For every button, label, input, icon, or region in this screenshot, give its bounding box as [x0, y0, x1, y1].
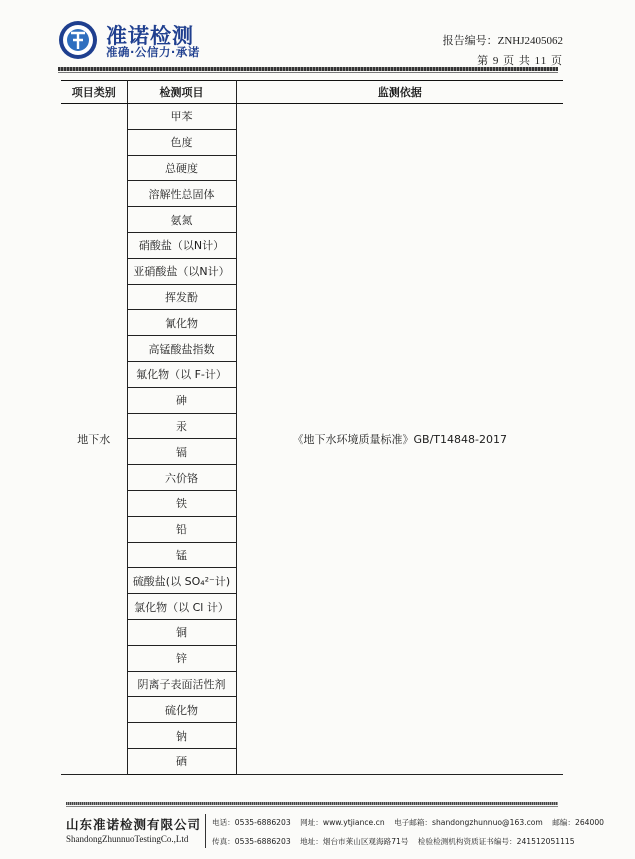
table-row: [61, 104, 563, 130]
report-number: 报告编号：ZNHJ2405062: [442, 35, 563, 47]
header-basis: 监测依据: [236, 81, 563, 104]
test-item-cell: 总硬度: [127, 155, 236, 181]
test-item-cell: 镉: [127, 439, 236, 465]
monitoring-table: [61, 80, 563, 775]
email: 电子邮箱：shandongzhunnuo@163.com: [394, 818, 543, 827]
table-header-row: [61, 81, 563, 104]
phone: 电话：0535-6886203: [212, 818, 291, 827]
test-item-cell: 钠: [127, 723, 236, 749]
test-item-cell: 锌: [127, 645, 236, 671]
header-rule-thin: [58, 72, 558, 73]
page-info: 第 9 页 共 11 页: [477, 55, 563, 67]
test-item-cell: 甲苯: [127, 104, 236, 130]
test-item-cell: 亚硝酸盐（以N计）: [127, 258, 236, 284]
test-item-cell: 硫酸盐(以 SO₄²⁻计): [127, 568, 236, 594]
test-item-cell: 六价铬: [127, 465, 236, 491]
contact-line-1: [212, 817, 611, 828]
company-name-en: ShandongZhunnuoTestingCo.,Ltd: [66, 834, 189, 844]
company-name-cn: 山东准诺检测有限公司: [66, 817, 202, 832]
table-body: [61, 104, 563, 775]
test-item-cell: 氟化物（以 F-计）: [127, 361, 236, 387]
postcode: 邮编：264000: [552, 818, 604, 827]
test-item-cell: 高锰酸盐指数: [127, 336, 236, 362]
footer-divider: [205, 814, 206, 848]
brand-slogan: 准确·公信力·承诺: [106, 45, 200, 59]
test-item-cell: 色度: [127, 129, 236, 155]
test-item-cell: 溶解性总固体: [127, 181, 236, 207]
test-item-cell: 氯化物（以 Cl 计）: [127, 594, 236, 620]
header-rule: [58, 67, 558, 71]
test-item-cell: 硝酸盐（以N计）: [127, 232, 236, 258]
contact-line-2: [212, 836, 582, 847]
test-item-cell: 汞: [127, 413, 236, 439]
test-item-cell: 铅: [127, 516, 236, 542]
test-item-cell: 锰: [127, 542, 236, 568]
website: 网址：www.ytjiance.cn: [300, 818, 385, 827]
test-item-cell: 硫化物: [127, 697, 236, 723]
basis-cell: 《地下水环境质量标准》GB/T14848-2017: [236, 104, 563, 775]
address: 地址：烟台市莱山区观海路71号: [300, 837, 409, 846]
test-item-cell: 氰化物: [127, 310, 236, 336]
test-item-cell: 铜: [127, 619, 236, 645]
test-item-cell: 氨氮: [127, 207, 236, 233]
certificate-number: 检验检测机构资质证书编号：241512051115: [417, 837, 575, 846]
test-item-cell: 砷: [127, 387, 236, 413]
category-cell: 地下水: [61, 104, 127, 775]
test-item-cell: 挥发酚: [127, 284, 236, 310]
test-item-cell: 铁: [127, 490, 236, 516]
header-item: 检测项目: [127, 81, 236, 104]
company-logo-icon: [58, 20, 98, 60]
footer-rule-thin: [66, 806, 558, 807]
test-item-cell: 硒: [127, 748, 236, 774]
header-category: 项目类别: [61, 81, 127, 104]
footer-rule: [66, 802, 558, 805]
brand-name: 准诺检测: [106, 24, 194, 48]
fax: 传真：0535-6886203: [212, 837, 291, 846]
test-item-cell: 阴离子表面活性剂: [127, 671, 236, 697]
